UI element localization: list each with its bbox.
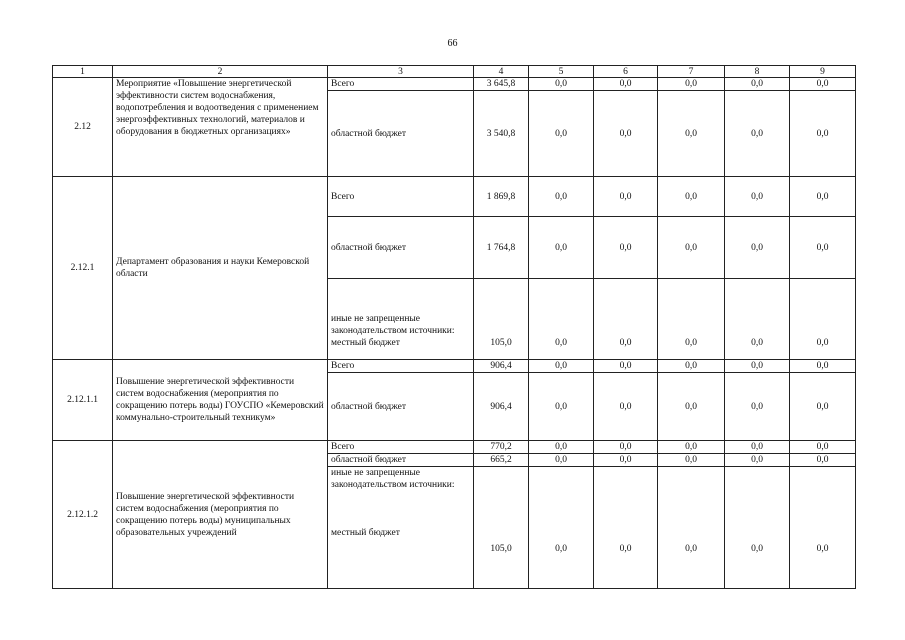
- item-code: 2.12: [53, 78, 113, 177]
- value-cell: 0,0: [529, 91, 594, 177]
- funding-source: Всего: [328, 78, 474, 91]
- value-cell: 0,0: [594, 78, 658, 91]
- value-cell: 0,0: [790, 78, 856, 91]
- value-cell: 0,0: [529, 279, 594, 360]
- funding-source: областной бюджет: [328, 454, 474, 467]
- value-cell: 0,0: [658, 91, 725, 177]
- value-cell: 906,4: [474, 373, 529, 441]
- value-cell: 0,0: [594, 91, 658, 177]
- table-row: [53, 78, 856, 91]
- value-cell: 0,0: [594, 467, 658, 589]
- item-name: Повышение энергетической эффективности систем водоснабжения (мероприятия по сокращению потерь воды) ГОУСПО «Кемеровский коммунально-строительный техникум»: [113, 360, 328, 441]
- value-cell: 105,0: [474, 467, 529, 589]
- value-cell: 0,0: [725, 467, 790, 589]
- item-code: 2.12.1.1: [53, 360, 113, 441]
- funding-source: областной бюджет: [328, 91, 474, 177]
- value-cell: 0,0: [725, 373, 790, 441]
- value-cell: 0,0: [529, 217, 594, 279]
- column-header: 5: [529, 66, 594, 78]
- value-cell: 0,0: [790, 91, 856, 177]
- value-cell: 0,0: [725, 177, 790, 217]
- value-cell: 0,0: [658, 467, 725, 589]
- value-cell: 1 764,8: [474, 217, 529, 279]
- value-cell: 0,0: [529, 177, 594, 217]
- value-cell: 0,0: [790, 360, 856, 373]
- value-cell: 0,0: [658, 454, 725, 467]
- value-cell: 0,0: [594, 454, 658, 467]
- funding-source: Всего: [328, 441, 474, 454]
- value-cell: 0,0: [790, 217, 856, 279]
- item-code: 2.12.1.2: [53, 441, 113, 589]
- value-cell: 0,0: [594, 279, 658, 360]
- value-cell: 0,0: [725, 454, 790, 467]
- column-header: 2: [113, 66, 328, 78]
- value-cell: 0,0: [658, 279, 725, 360]
- column-header: 9: [790, 66, 856, 78]
- value-cell: 105,0: [474, 279, 529, 360]
- funding-source: Всего: [328, 360, 474, 373]
- value-cell: 0,0: [658, 177, 725, 217]
- column-header: 8: [725, 66, 790, 78]
- value-cell: 1 869,8: [474, 177, 529, 217]
- value-cell: 0,0: [529, 373, 594, 441]
- value-cell: 906,4: [474, 360, 529, 373]
- value-cell: 0,0: [790, 467, 856, 589]
- value-cell: 0,0: [594, 360, 658, 373]
- funding-source: Всего: [328, 177, 474, 217]
- value-cell: 0,0: [658, 373, 725, 441]
- item-name: Повышение энергетической эффективности систем водоснабжения (мероприятия по сокращению потерь воды) муниципальных образовательных учреждений: [113, 441, 328, 589]
- value-cell: 0,0: [594, 441, 658, 454]
- page-number: 66: [447, 38, 458, 49]
- item-code: 2.12.1: [53, 177, 113, 360]
- value-cell: 0,0: [790, 373, 856, 441]
- funding-source: областной бюджет: [328, 373, 474, 441]
- value-cell: 0,0: [725, 441, 790, 454]
- item-name: Департамент образования и науки Кемеровской области: [113, 177, 328, 360]
- column-header: 3: [328, 66, 474, 78]
- value-cell: 0,0: [658, 360, 725, 373]
- funding-source: областной бюджет: [328, 217, 474, 279]
- value-cell: 0,0: [658, 78, 725, 91]
- table-row: [53, 177, 856, 217]
- value-cell: 0,0: [594, 217, 658, 279]
- column-header: 6: [594, 66, 658, 78]
- value-cell: 0,0: [594, 177, 658, 217]
- value-cell: 0,0: [529, 360, 594, 373]
- value-cell: 0,0: [725, 91, 790, 177]
- value-cell: 770,2: [474, 441, 529, 454]
- column-header: 4: [474, 66, 529, 78]
- funding-source: иные не запрещенные законодательством источники: местный бюджет: [328, 467, 474, 589]
- value-cell: 0,0: [529, 467, 594, 589]
- value-cell: 0,0: [790, 441, 856, 454]
- value-cell: 0,0: [725, 360, 790, 373]
- value-cell: 0,0: [529, 78, 594, 91]
- column-header: 1: [53, 66, 113, 78]
- value-cell: 0,0: [529, 454, 594, 467]
- table-row: [53, 360, 856, 373]
- value-cell: 0,0: [658, 441, 725, 454]
- value-cell: 0,0: [594, 373, 658, 441]
- value-cell: 0,0: [790, 454, 856, 467]
- value-cell: 0,0: [658, 217, 725, 279]
- value-cell: 0,0: [725, 217, 790, 279]
- value-cell: 665,2: [474, 454, 529, 467]
- value-cell: 0,0: [790, 279, 856, 360]
- funding-source: иные не запрещенные законодательством источники: местный бюджет: [328, 279, 474, 360]
- table-row: [53, 441, 856, 454]
- column-header: 7: [658, 66, 725, 78]
- value-cell: 3 645,8: [474, 78, 529, 91]
- value-cell: 0,0: [529, 441, 594, 454]
- value-cell: 3 540,8: [474, 91, 529, 177]
- item-name: Мероприятие «Повышение энергетической эффективности систем водоснабжения, водопотребления и водоотведения с применением энергоэффективных технологий, материалов и оборудования в бюджетных организациях»: [113, 78, 328, 177]
- value-cell: 0,0: [790, 177, 856, 217]
- column-number-row: [53, 66, 856, 78]
- value-cell: 0,0: [725, 78, 790, 91]
- value-cell: 0,0: [725, 279, 790, 360]
- budget-table: [52, 65, 856, 589]
